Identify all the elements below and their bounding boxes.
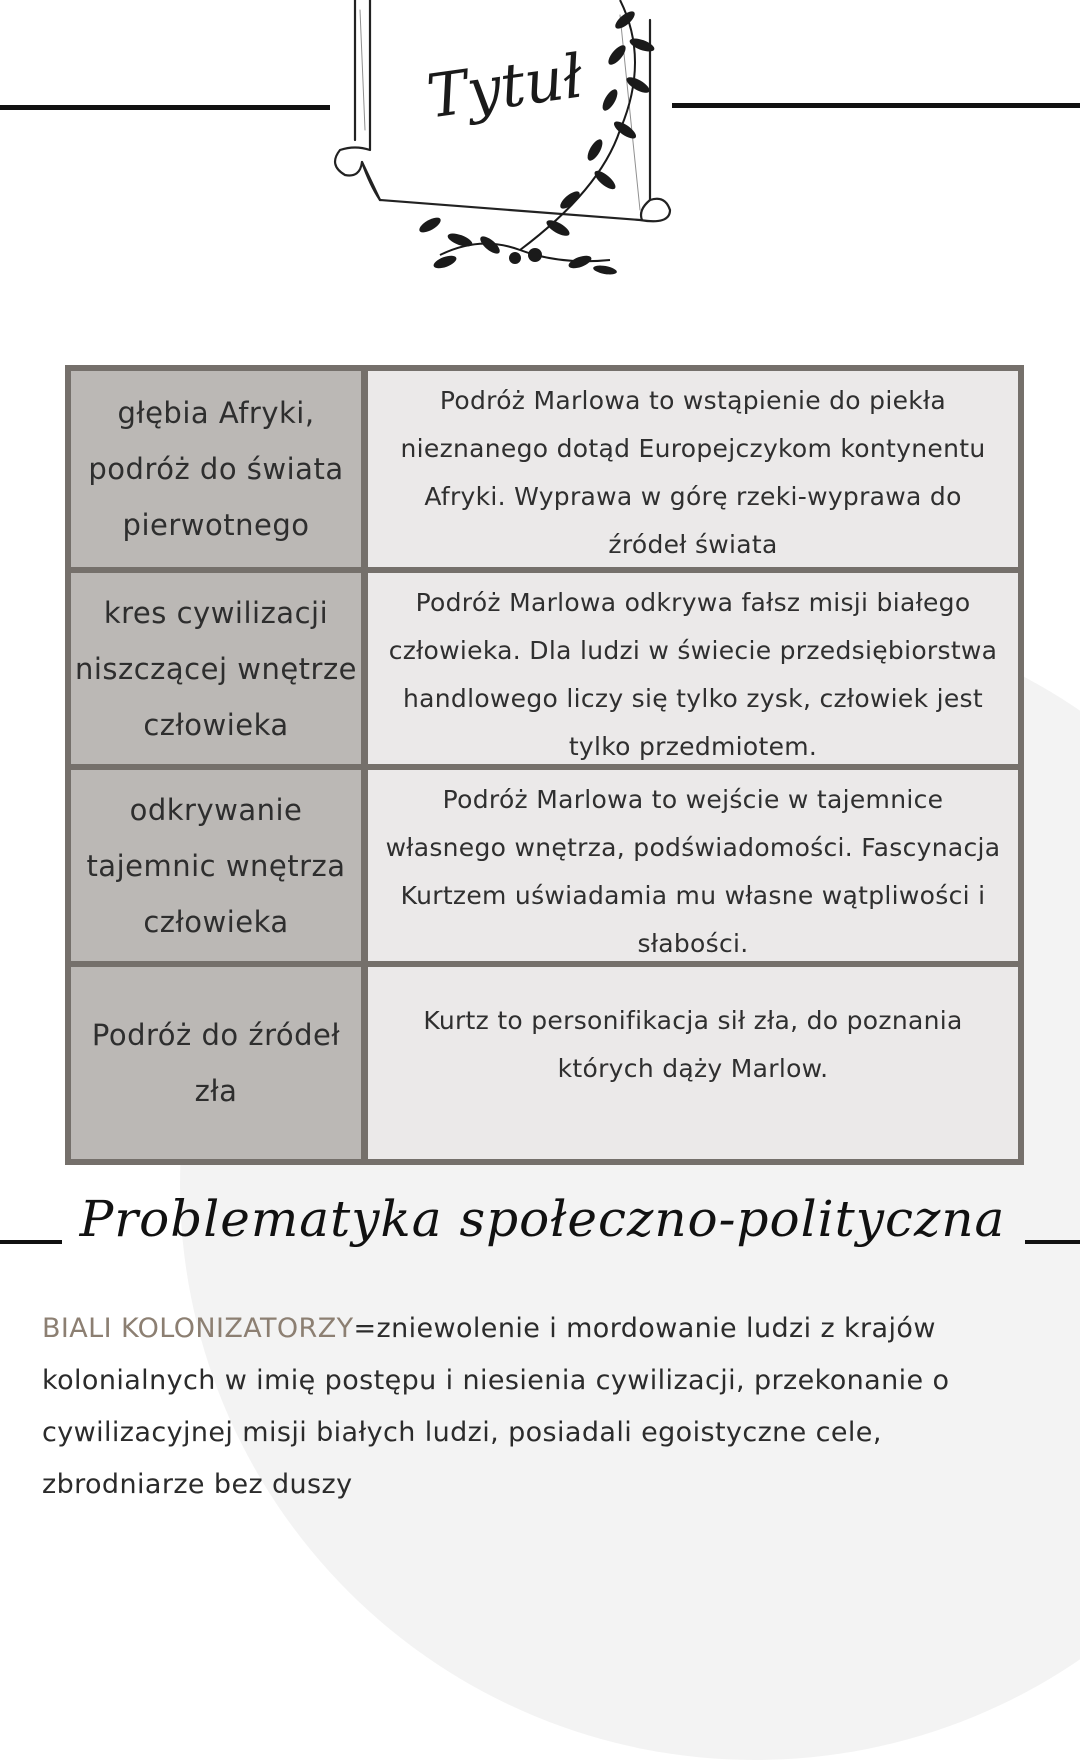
header-line-right <box>672 103 1080 108</box>
row-description: Podróż Marlowa to wstąpienie do piekła nieznanego dotąd Europejczykom kontynentu Afryki. Wyprawa w górę rzeki-wyprawa do źródeł świata <box>368 371 1018 567</box>
banner-title: Tytuł <box>422 41 588 133</box>
row-label: Podróż do źródeł zła <box>71 967 361 1159</box>
row-label: kres cywilizacji niszczącej wnętrze człowieka <box>71 573 361 764</box>
row-label: głębia Afryki, podróż do świata pierwotnego <box>71 371 361 567</box>
table-row <box>65 365 1024 567</box>
term-label: BIALI KOLONIZATORZY <box>42 1313 354 1344</box>
heading-line-left <box>0 1240 62 1244</box>
title-banner <box>320 0 690 300</box>
header-line-left <box>0 105 330 110</box>
row-description: Podróż Marlowa odkrywa fałsz misji białego człowieka. Dla ludzi w świecie przedsiębiorstwa handlowego liczy się tylko zysk, człowiek jest tylko przedmiotem. <box>368 573 1018 764</box>
term-definition: =zniewolenie i mordowanie ludzi z krajów kolonialnych w imię postępu i niesienia cywilizacji, przekonanie o cywilizacyjnej misji białych ludzi, posiadali egoistyczne cele, zbrodniarze bez duszy <box>42 1313 950 1500</box>
table-row <box>65 961 1024 1159</box>
section-heading: Problematyka społeczno-polityczna <box>79 1190 1006 1248</box>
comparison-table <box>65 365 1024 1165</box>
heading-line-right <box>1025 1240 1080 1244</box>
table-row <box>65 567 1024 764</box>
row-description: Kurtz to personifikacja sił zła, do poznania których dąży Marlow. <box>368 967 1018 1159</box>
table-row <box>65 764 1024 961</box>
section-body <box>42 1303 1042 1511</box>
row-description: Podróż Marlowa to wejście w tajemnice własnego wnętrza, podświadomości. Fascynacja Kurtzem uświadamia mu własne wątpliwości i słabości. <box>368 770 1018 961</box>
row-label: odkrywanie tajemnic wnętrza człowieka <box>71 770 361 961</box>
